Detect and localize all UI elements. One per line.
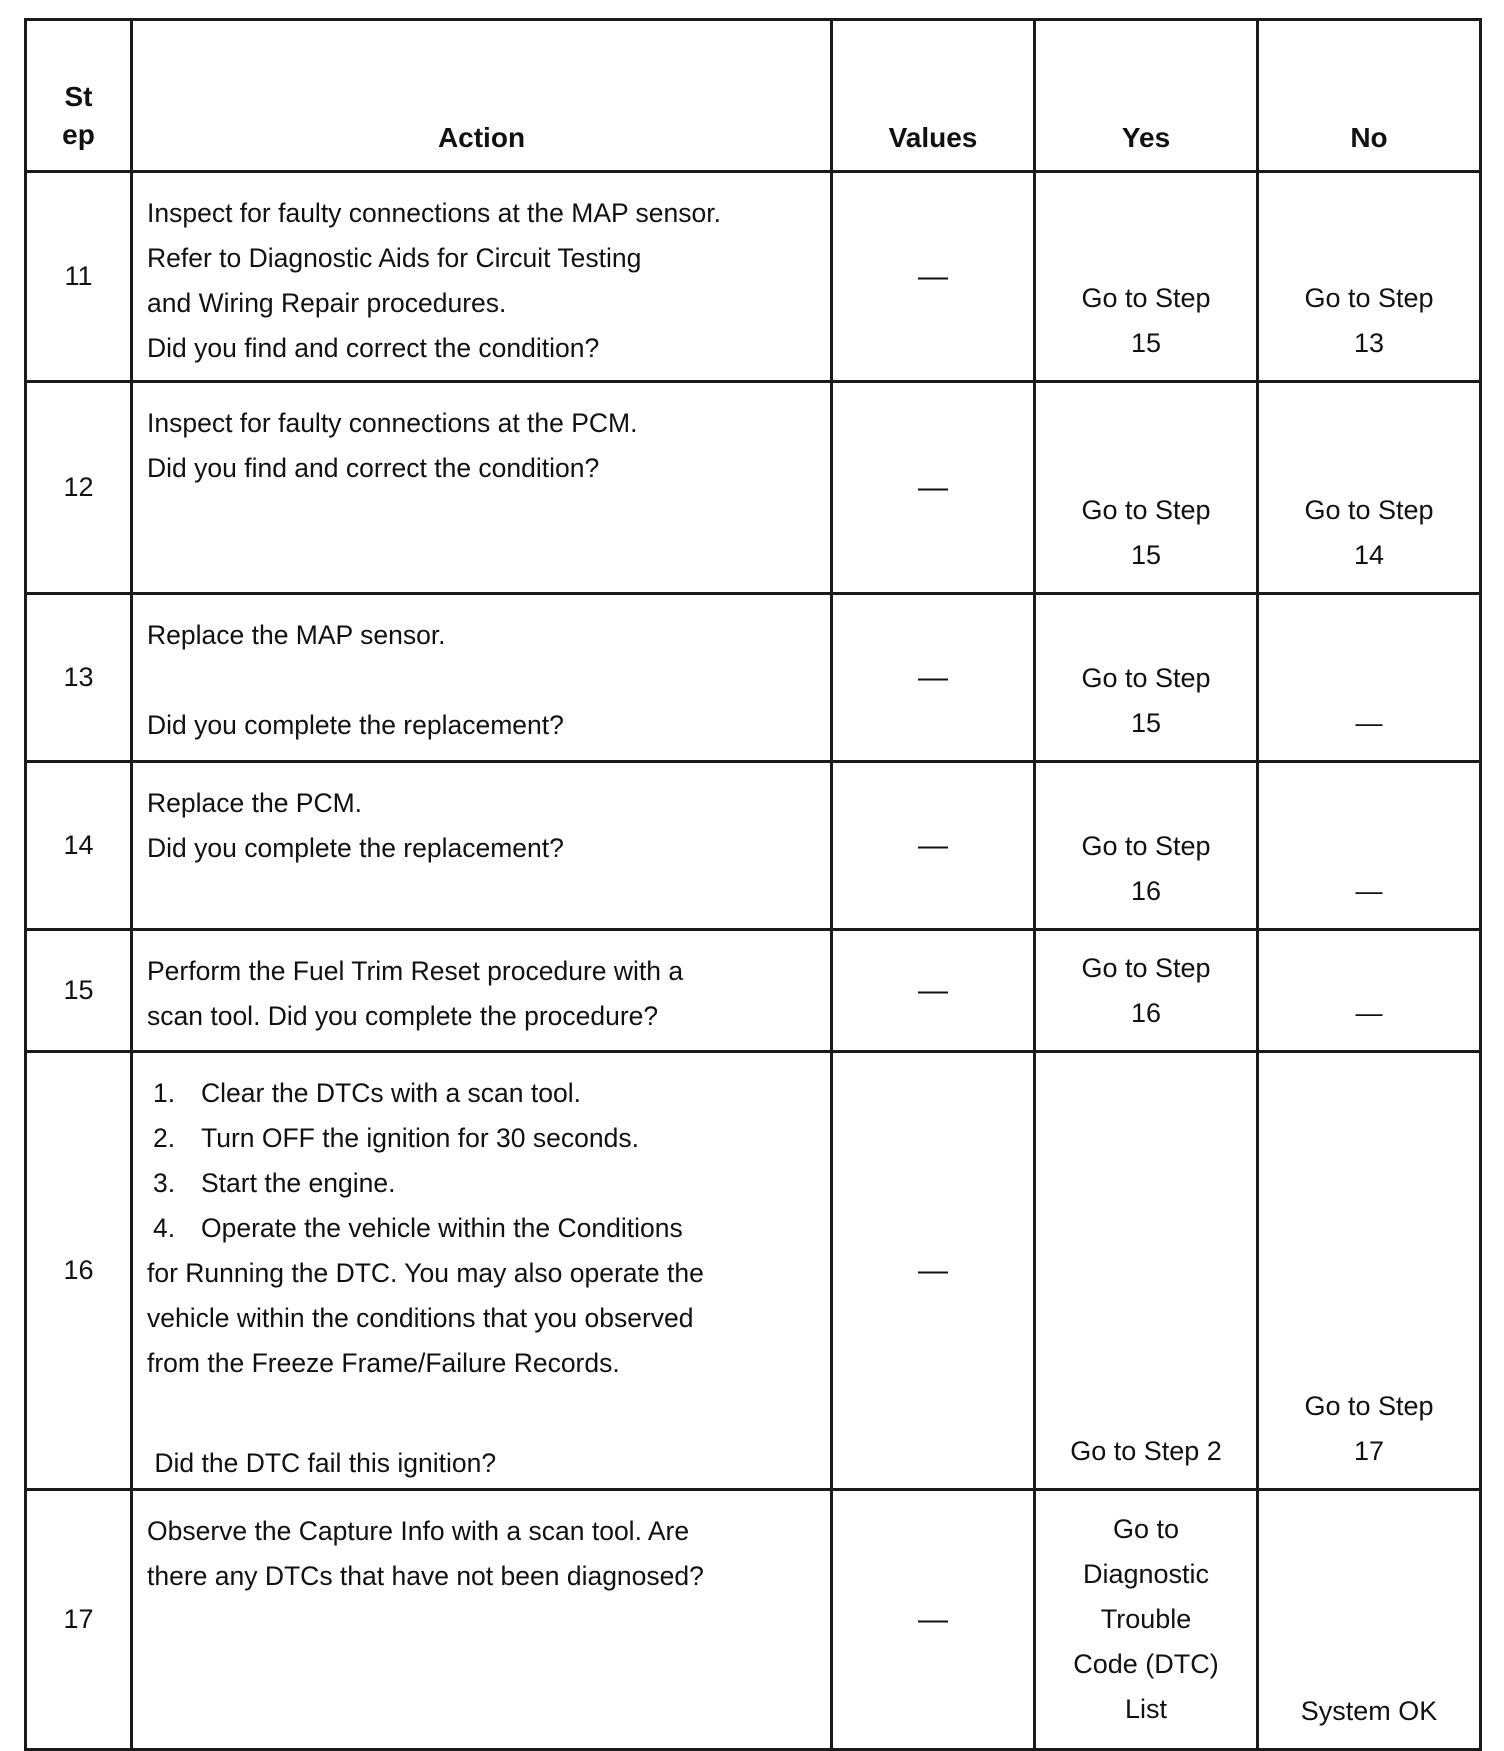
yes-result-line: Go to Step	[1081, 495, 1211, 525]
yes-cell	[1035, 1052, 1258, 1490]
values-cell: —	[832, 1490, 1035, 1750]
action-line: Perform the Fuel Trim Reset procedure with a	[147, 956, 684, 986]
action-line: Did you complete the replacement?	[147, 833, 564, 863]
list-item-text: Start the engine.	[201, 1168, 396, 1198]
yes-result-line: Go to Step	[1081, 663, 1211, 693]
action-line: Did you complete the replacement?	[147, 710, 564, 740]
table-row	[26, 594, 1481, 762]
list-item-text: Operate the vehicle within the Conditions	[201, 1213, 683, 1243]
action-cell	[132, 594, 832, 762]
action-text	[133, 173, 830, 371]
yes-result-line: Go to Step 2	[1070, 1436, 1222, 1466]
values-cell: —	[832, 930, 1035, 1052]
no-result-line: —	[1355, 876, 1383, 906]
yes-result-line: Code (DTC)	[1073, 1649, 1219, 1679]
yes-result-line: List	[1124, 1694, 1168, 1724]
action-line: Inspect for faulty connections at the PCM.	[147, 408, 638, 438]
action-line: Inspect for faulty connections at the MAP sensor.	[147, 198, 721, 228]
values-cell: —	[832, 594, 1035, 762]
no-result-text	[1259, 991, 1479, 1036]
yes-result-line: Diagnostic	[1082, 1559, 1210, 1589]
action-cell	[132, 1052, 832, 1490]
list-item-number: 3.	[153, 1168, 176, 1198]
action-line: Did you find and correct the condition?	[147, 453, 600, 483]
header-yes: Yes	[1035, 20, 1258, 172]
step-number: 11	[26, 172, 132, 382]
no-result-line: Go to Step	[1304, 283, 1434, 313]
action-line: Replace the PCM.	[147, 788, 363, 818]
yes-result-text	[1036, 276, 1256, 366]
yes-result-line: 15	[1130, 708, 1162, 738]
list-item	[147, 1206, 830, 1251]
action-line: Did you find and correct the condition?	[147, 333, 600, 363]
action-cell	[132, 172, 832, 382]
list-item-text: Turn OFF the ignition for 30 seconds.	[201, 1123, 639, 1153]
list-item-number: 2.	[153, 1123, 176, 1153]
yes-result-text	[1036, 1429, 1256, 1474]
action-cell	[132, 762, 832, 930]
table-row	[26, 1052, 1481, 1490]
values-cell: —	[832, 382, 1035, 594]
yes-result-line: Go to Step	[1081, 953, 1211, 983]
no-cell	[1258, 594, 1481, 762]
values-cell: —	[832, 172, 1035, 382]
values-cell: —	[832, 762, 1035, 930]
header-action: Action	[132, 20, 832, 172]
no-result-line: 14	[1353, 540, 1385, 570]
no-cell	[1258, 762, 1481, 930]
header-values: Values	[832, 20, 1035, 172]
action-text	[133, 763, 830, 871]
action-line: and Wiring Repair procedures.	[147, 288, 507, 318]
no-result-line: System OK	[1300, 1696, 1438, 1726]
no-cell	[1258, 172, 1481, 382]
no-result-line: 17	[1353, 1436, 1385, 1466]
step-number: 14	[26, 762, 132, 930]
action-text	[133, 595, 830, 748]
action-line: Replace the MAP sensor.	[147, 620, 446, 650]
action-text	[133, 383, 830, 491]
table-row	[26, 930, 1481, 1052]
no-result-text	[1259, 1689, 1479, 1734]
yes-result-text	[1036, 824, 1256, 914]
table-row	[26, 1490, 1481, 1750]
table-body	[26, 172, 1481, 1750]
action-line: from the Freeze Frame/Failure Records.	[147, 1348, 620, 1378]
action-text	[133, 931, 830, 1039]
no-cell	[1258, 1052, 1481, 1490]
no-cell	[1258, 382, 1481, 594]
action-line: for Running the DTC. You may also operate the	[147, 1258, 704, 1288]
table-row	[26, 172, 1481, 382]
yes-cell	[1035, 1490, 1258, 1750]
table-row	[26, 382, 1481, 594]
yes-cell	[1035, 382, 1258, 594]
action-text	[133, 1053, 830, 1486]
action-cell	[132, 382, 832, 594]
yes-result-line: 16	[1130, 876, 1162, 906]
step-number: 12	[26, 382, 132, 594]
step-number: 13	[26, 594, 132, 762]
no-result-line: Go to Step	[1304, 495, 1434, 525]
header-step	[26, 20, 132, 172]
action-line	[147, 658, 830, 703]
no-result-line: —	[1355, 708, 1383, 738]
yes-result-text	[1036, 488, 1256, 578]
yes-cell	[1035, 172, 1258, 382]
yes-result-line: Trouble	[1100, 1604, 1192, 1634]
no-result-text	[1259, 1384, 1479, 1474]
yes-result-line: 15	[1130, 540, 1162, 570]
yes-result-line: Go to Step	[1081, 831, 1211, 861]
no-result-text	[1259, 276, 1479, 366]
list-item-number: 1.	[153, 1078, 176, 1108]
no-result-text	[1259, 869, 1479, 914]
header-step-label: St ep	[62, 81, 95, 150]
step-number: 15	[26, 930, 132, 1052]
list-item	[147, 1161, 830, 1206]
action-line: vehicle within the conditions that you observed	[147, 1303, 694, 1333]
yes-result-line: Go to Step	[1081, 283, 1211, 313]
list-item	[147, 1116, 830, 1161]
no-result-line: 13	[1353, 328, 1385, 358]
yes-result-text	[1036, 656, 1256, 746]
yes-cell	[1035, 930, 1258, 1052]
no-result-text	[1259, 701, 1479, 746]
list-item	[147, 1071, 830, 1116]
yes-cell	[1035, 762, 1258, 930]
action-cell	[132, 930, 832, 1052]
yes-result-text	[1036, 946, 1256, 1036]
action-line: Observe the Capture Info with a scan tool. Are	[147, 1516, 690, 1546]
action-line: Did the DTC fail this ignition?	[147, 1448, 497, 1478]
header-row	[26, 20, 1481, 172]
yes-result-line: 16	[1130, 998, 1162, 1028]
values-cell: —	[832, 1052, 1035, 1490]
list-item-number: 4.	[153, 1213, 176, 1243]
action-line: there any DTCs that have not been diagnosed?	[147, 1561, 704, 1591]
step-number: 16	[26, 1052, 132, 1490]
no-result-line: —	[1355, 998, 1383, 1028]
action-line: Refer to Diagnostic Aids for Circuit Testing	[147, 243, 642, 273]
header-no: No	[1258, 20, 1481, 172]
list-item-text: Clear the DTCs with a scan tool.	[201, 1078, 581, 1108]
step-number: 17	[26, 1490, 132, 1750]
action-steps-list	[147, 1071, 830, 1251]
diagnostic-steps-table	[24, 18, 1482, 1751]
yes-result-line: Go to	[1112, 1514, 1180, 1544]
no-result-line: Go to Step	[1304, 1391, 1434, 1421]
action-text	[133, 1491, 830, 1599]
yes-result-text	[1036, 1507, 1256, 1732]
no-cell	[1258, 930, 1481, 1052]
no-cell	[1258, 1490, 1481, 1750]
yes-result-line: 15	[1130, 328, 1162, 358]
action-line: scan tool. Did you complete the procedure?	[147, 1001, 659, 1031]
action-line	[147, 1386, 830, 1431]
yes-cell	[1035, 594, 1258, 762]
table-row	[26, 762, 1481, 930]
no-result-text	[1259, 488, 1479, 578]
action-cell	[132, 1490, 832, 1750]
